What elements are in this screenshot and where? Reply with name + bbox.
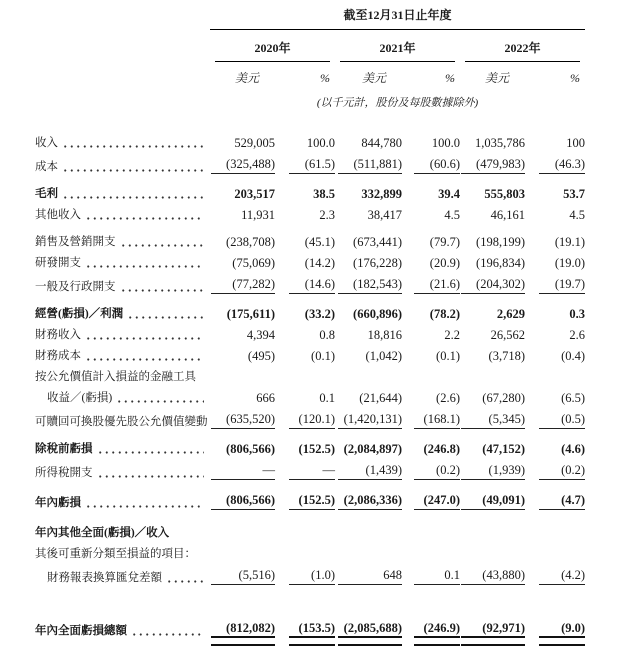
cell-pct-2021: 4.5 <box>444 208 460 222</box>
cell-usd-2020: (806,566) <box>211 493 275 510</box>
cell-pct-2021: 39.4 <box>438 187 460 201</box>
row-label-cell <box>35 512 210 542</box>
row-label: 毛利 <box>35 188 58 200</box>
cell-pct-2022: (19.0) <box>554 256 586 270</box>
cell-pct-2020: (14.6) <box>289 277 335 294</box>
cell-pct-2022: 4.5 <box>569 208 586 222</box>
cell-usd-2020: 529,005 <box>234 136 275 150</box>
row-label: 年內其他全面(虧損)／收入 <box>35 527 170 539</box>
cell-usd-2021: (182,543) <box>338 277 402 294</box>
cell-usd-2021: (176,228) <box>353 256 402 270</box>
cell-pct-2022: (0.2) <box>539 463 585 480</box>
dot-leader <box>85 265 204 268</box>
cell-pct-2022: (4.2) <box>539 568 585 585</box>
row-label-cell <box>35 458 210 482</box>
cell-usd-2020: 4,394 <box>246 328 275 342</box>
cell-pct-2022: (19.7) <box>539 277 585 294</box>
dot-leader <box>120 289 205 292</box>
cell-pct-2022: (19.1) <box>554 235 586 249</box>
percent-label-2022: % <box>570 71 581 85</box>
cell-pct-2022: (6.5) <box>561 391 586 405</box>
cell-pct-2021: (60.6) <box>414 157 460 174</box>
dot-leader <box>127 316 204 319</box>
income-statement-table <box>35 4 585 640</box>
dot-leader <box>62 169 204 172</box>
cell-pct-2020: (33.2) <box>304 307 335 321</box>
table-row <box>35 110 585 152</box>
cell-usd-2021: 18,816 <box>367 328 402 342</box>
table-row <box>35 152 585 176</box>
cell-pct-2022: 0.3 <box>569 307 586 321</box>
dot-leader <box>85 217 204 220</box>
dot-leader <box>120 244 205 247</box>
table-row <box>35 386 585 407</box>
cell-pct-2020: 38.5 <box>313 187 335 201</box>
row-label-cell <box>35 176 210 203</box>
cell-usd-2020: (635,520) <box>211 412 275 429</box>
row-label: 財務收入 <box>35 329 81 341</box>
table-row <box>35 512 585 542</box>
period-header: 截至12月31日止年度 <box>210 4 585 30</box>
table-row <box>35 458 585 482</box>
table-row <box>35 296 585 323</box>
header-spacer <box>35 4 210 30</box>
row-label: 年內全面虧損總額 <box>35 625 127 637</box>
cell-usd-2022: (43,880) <box>461 568 525 585</box>
cell-pct-2020: (152.5) <box>289 493 335 510</box>
cell-pct-2021: (21.6) <box>414 277 460 294</box>
table-row <box>35 224 585 251</box>
table-row <box>35 563 585 587</box>
cell-usd-2022: (1,939) <box>461 463 525 480</box>
cell-usd-2022: (92,971) <box>461 621 525 638</box>
dot-leader <box>97 475 205 478</box>
dot-leader <box>200 556 204 559</box>
cell-pct-2020: (152.5) <box>298 442 335 456</box>
dot-leader <box>116 400 204 403</box>
row-label-cell <box>35 542 210 563</box>
dot-leader <box>62 196 204 199</box>
row-label: 其後可重新分類至損益的項目： <box>35 548 196 560</box>
cell-usd-2021: 648 <box>338 568 402 585</box>
row-label: 所得稅開支 <box>35 467 93 479</box>
cell-pct-2021: (20.9) <box>429 256 460 270</box>
table-row <box>35 251 585 272</box>
cell-usd-2020: (75,069) <box>232 256 275 270</box>
cell-usd-2022: (5,345) <box>461 412 525 429</box>
cell-usd-2021: (1,042) <box>365 349 402 363</box>
table-header <box>35 4 585 110</box>
cell-usd-2022: (49,091) <box>461 493 525 510</box>
dot-leader <box>62 145 204 148</box>
cell-usd-2020: (5,516) <box>211 568 275 585</box>
row-label-cell <box>35 203 210 224</box>
row-label: 除稅前虧損 <box>35 443 93 455</box>
unit-header-row <box>35 62 585 86</box>
table-row <box>35 365 585 386</box>
table-row <box>35 203 585 224</box>
table-row <box>35 431 585 458</box>
dot-leader <box>85 358 204 361</box>
row-label-cell <box>35 407 210 431</box>
cell-usd-2020: (325,488) <box>211 157 275 174</box>
cell-pct-2020: (45.1) <box>304 235 335 249</box>
cell-usd-2020: (495) <box>247 349 275 363</box>
currency-label-2022: 美元 <box>484 71 509 85</box>
cell-usd-2020: 11,931 <box>241 208 275 222</box>
row-label-cell <box>35 563 210 587</box>
cell-usd-2020: — <box>211 463 275 480</box>
row-label: 按公允價值計入損益的金融工具 <box>35 371 196 383</box>
dot-leader <box>97 451 205 454</box>
row-label: 收入 <box>35 137 58 149</box>
row-label-cell <box>35 272 210 296</box>
cell-pct-2020: 2.3 <box>319 208 335 222</box>
cell-pct-2022: (0.5) <box>539 412 585 429</box>
cell-pct-2021: (2.6) <box>436 391 460 405</box>
cell-pct-2020: 0.8 <box>319 328 335 342</box>
row-label: 銷售及營銷開支 <box>35 236 116 248</box>
cell-usd-2020: (175,611) <box>226 307 275 321</box>
cell-usd-2021: (673,441) <box>353 235 402 249</box>
cell-usd-2021: (660,896) <box>353 307 402 321</box>
percent-label-2021: % <box>445 71 455 85</box>
cell-usd-2021: (2,086,336) <box>338 493 402 510</box>
dot-leader <box>166 580 204 583</box>
row-label-cell <box>35 482 210 512</box>
cell-usd-2020: 666 <box>256 391 275 405</box>
cell-usd-2022: 26,562 <box>490 328 525 342</box>
row-label: 研發開支 <box>35 257 81 269</box>
cell-pct-2020: (153.5) <box>289 621 335 638</box>
cell-pct-2022: 2.6 <box>569 328 586 342</box>
row-label-cell <box>35 365 210 386</box>
cell-pct-2021: (246.9) <box>414 621 460 638</box>
row-label-cell <box>35 251 210 272</box>
cell-usd-2020: (77,282) <box>211 277 275 294</box>
cell-pct-2020: 0.1 <box>319 391 335 405</box>
table-body <box>35 110 585 640</box>
dot-leader <box>200 379 204 382</box>
cell-usd-2022: (47,152) <box>482 442 525 456</box>
table-row <box>35 176 585 203</box>
table-row <box>35 542 585 563</box>
row-label-cell <box>35 296 210 323</box>
row-label: 成本 <box>35 161 58 173</box>
percent-label-2020: % <box>320 71 330 85</box>
row-label: 經營(虧損)／利潤 <box>35 308 124 320</box>
cell-pct-2021: (0.2) <box>414 463 460 480</box>
unit-note-row <box>35 86 585 110</box>
cell-usd-2022: (479,983) <box>461 157 525 174</box>
cell-pct-2021: (246.8) <box>423 442 460 456</box>
cell-pct-2021: 0.1 <box>414 568 460 585</box>
cell-usd-2022: 555,803 <box>484 187 525 201</box>
cell-usd-2021: (2,084,897) <box>343 442 402 456</box>
table-row <box>35 323 585 344</box>
cell-usd-2021: 38,417 <box>367 208 402 222</box>
year-header-row <box>35 30 585 62</box>
year-header-2022: 2022年 <box>465 37 580 62</box>
cell-usd-2021: (21,644) <box>359 391 402 405</box>
cell-pct-2021: (78.2) <box>429 307 460 321</box>
cell-usd-2021: (2,085,688) <box>338 621 402 638</box>
row-label: 年內虧損 <box>35 497 81 509</box>
cell-usd-2022: (204,302) <box>461 277 525 294</box>
year-header-2020: 2020年 <box>215 37 330 62</box>
cell-pct-2020: (1.0) <box>289 568 335 585</box>
period-header-row <box>35 4 585 30</box>
year-header-2021: 2021年 <box>340 37 455 62</box>
cell-pct-2021: 100.0 <box>431 136 460 150</box>
row-label: 其他收入 <box>35 209 81 221</box>
row-label: 財務報表換算匯兌差額 <box>47 572 162 584</box>
dot-leader <box>173 535 204 538</box>
row-label-cell <box>35 344 210 365</box>
cell-pct-2022: (4.6) <box>561 442 586 456</box>
dot-leader <box>131 633 204 636</box>
unit-note: (以千元計，股份及每股數據除外) <box>316 97 479 109</box>
cell-usd-2021: (1,420,131) <box>338 412 402 429</box>
row-label-cell <box>35 386 210 407</box>
cell-pct-2020: — <box>289 463 335 480</box>
cell-pct-2021: (247.0) <box>414 493 460 510</box>
row-label: 收益／(虧損) <box>47 392 113 404</box>
cell-usd-2020: 203,517 <box>234 187 275 201</box>
table-row <box>35 587 585 640</box>
cell-pct-2022: (9.0) <box>539 621 585 638</box>
dot-leader <box>85 505 204 508</box>
cell-pct-2020: (14.2) <box>304 256 335 270</box>
cell-pct-2021: 2.2 <box>444 328 460 342</box>
cell-pct-2021: (168.1) <box>414 412 460 429</box>
table-row <box>35 482 585 512</box>
cell-pct-2022: (0.4) <box>561 349 586 363</box>
cell-pct-2020: (0.1) <box>311 349 335 363</box>
cell-usd-2020: (238,708) <box>226 235 275 249</box>
table-row <box>35 272 585 296</box>
cell-usd-2020: (806,566) <box>226 442 275 456</box>
row-label-cell <box>35 152 210 176</box>
cell-usd-2020: (812,082) <box>211 621 275 638</box>
row-label-cell <box>35 224 210 251</box>
currency-label-2021: 美元 <box>361 71 386 85</box>
cell-pct-2021: (0.1) <box>436 349 460 363</box>
cell-usd-2022: 1,035,786 <box>475 136 525 150</box>
cell-usd-2021: 332,899 <box>361 187 402 201</box>
cell-usd-2022: (3,718) <box>488 349 525 363</box>
cell-pct-2022: (4.7) <box>539 493 585 510</box>
cell-usd-2021: 844,780 <box>361 136 402 150</box>
row-label: 財務成本 <box>35 350 81 362</box>
table-row <box>35 344 585 365</box>
cell-usd-2022: (198,199) <box>476 235 525 249</box>
cell-usd-2021: (1,439) <box>338 463 402 480</box>
cell-pct-2020: (120.1) <box>289 412 335 429</box>
cell-pct-2020: (61.5) <box>289 157 335 174</box>
cell-usd-2022: (196,834) <box>476 256 525 270</box>
dot-leader <box>85 337 204 340</box>
cell-pct-2022: (46.3) <box>539 157 585 174</box>
cell-usd-2021: (511,881) <box>338 157 402 174</box>
row-label: 一般及行政開支 <box>35 281 116 293</box>
row-label: 可贖回可換股優先股公允價值變動 <box>35 416 208 428</box>
cell-usd-2022: 46,161 <box>490 208 525 222</box>
cell-usd-2022: 2,629 <box>496 307 525 321</box>
cell-pct-2022: 53.7 <box>563 187 586 201</box>
row-label-cell <box>35 110 210 152</box>
cell-pct-2020: 100.0 <box>306 136 335 150</box>
row-label-cell <box>35 323 210 344</box>
cell-usd-2022: (67,280) <box>482 391 525 405</box>
row-label-cell <box>35 587 210 640</box>
cell-pct-2021: (79.7) <box>429 235 460 249</box>
table-row <box>35 407 585 431</box>
cell-pct-2022: 100 <box>566 136 586 150</box>
currency-label-2020: 美元 <box>234 71 259 85</box>
row-label-cell <box>35 431 210 458</box>
